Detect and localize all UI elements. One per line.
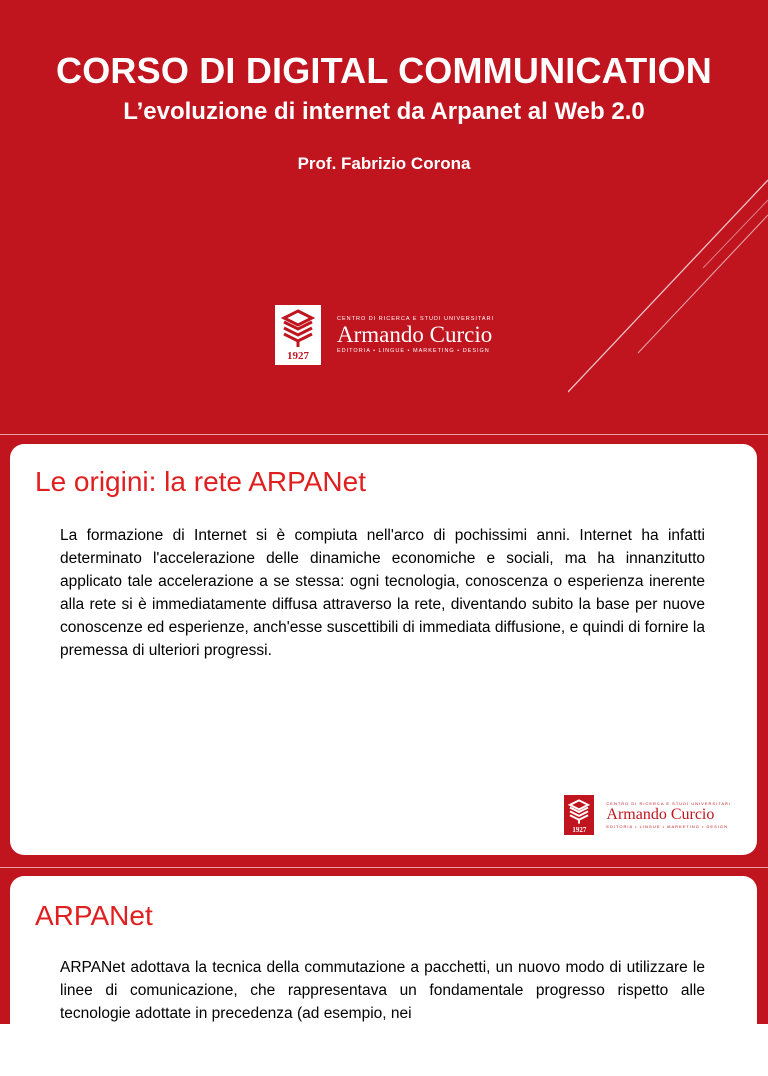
logo-tagline-bottom: EDITORIA • LINGUE • MARKETING • DESIGN: [606, 824, 728, 829]
cube-emblem-icon: [281, 309, 315, 349]
slide-body-text: La formazione di Internet si è compiuta nell'arco di pochissimi anni. Internet ha infatti determinato l'accelerazione delle dinamiche economiche e sociali, ma ha innanzitutto applicato tale accelerazione a se stessa: ogni tecnologia, conoscenza o esperienza inerente alla rete si è immediatamente diffusa attraverso la rete, diventando subito la base per nuove conoscenze ed esperienze, anch'esse suscettibili di immediata diffusione, e quindi di fornire la premessa di ulteriori progressi.: [60, 527, 705, 659]
course-subtitle: L’evoluzione di internet da Arpanet al Web 2.0: [123, 98, 645, 125]
logo-year: 1927: [572, 826, 587, 834]
slide-heading: Le origini: la rete ARPANet: [35, 466, 366, 497]
logo-tagline-bottom: EDITORIA • LINGUE • MARKETING • DESIGN: [337, 348, 490, 354]
professor-name: Prof. Fabrizio Corona: [297, 154, 471, 173]
logo-mark: [564, 795, 594, 835]
title-slide: [0, 0, 768, 431]
armando-curcio-logo-small: [564, 795, 731, 835]
content-card: [10, 876, 757, 1076]
logo-mark: [275, 305, 321, 365]
slide-heading: ARPANet: [35, 900, 153, 931]
logo-name: Armando Curcio: [606, 806, 715, 823]
logo-name: Armando Curcio: [337, 322, 493, 347]
logo-year: 1927: [287, 350, 309, 362]
course-title: CORSO DI DIGITAL COMMUNICATION: [56, 50, 712, 91]
content-card: [10, 444, 757, 855]
slide-body-text: ARPANet adottava la tecnica della commutazione a pacchetti, un nuovo modo di utilizzare le linee di comunicazione, che rappresentava un fondamentale progresso rispetto alle tecnologie adottate in precedenza (ad esempio, nei: [60, 959, 705, 1022]
armando-curcio-logo: [275, 305, 494, 365]
cube-emblem-icon: [568, 798, 590, 826]
slide-arpanet: [0, 868, 768, 1024]
logo-tagline-top: CENTRO DI RICERCA E STUDI UNIVERSITARI: [606, 801, 731, 806]
slide-origins: [0, 436, 768, 865]
logo-tagline-top: CENTRO DI RICERCA E STUDI UNIVERSITARI: [337, 316, 495, 322]
logo-text: [337, 316, 494, 354]
logo-text: [606, 801, 731, 829]
